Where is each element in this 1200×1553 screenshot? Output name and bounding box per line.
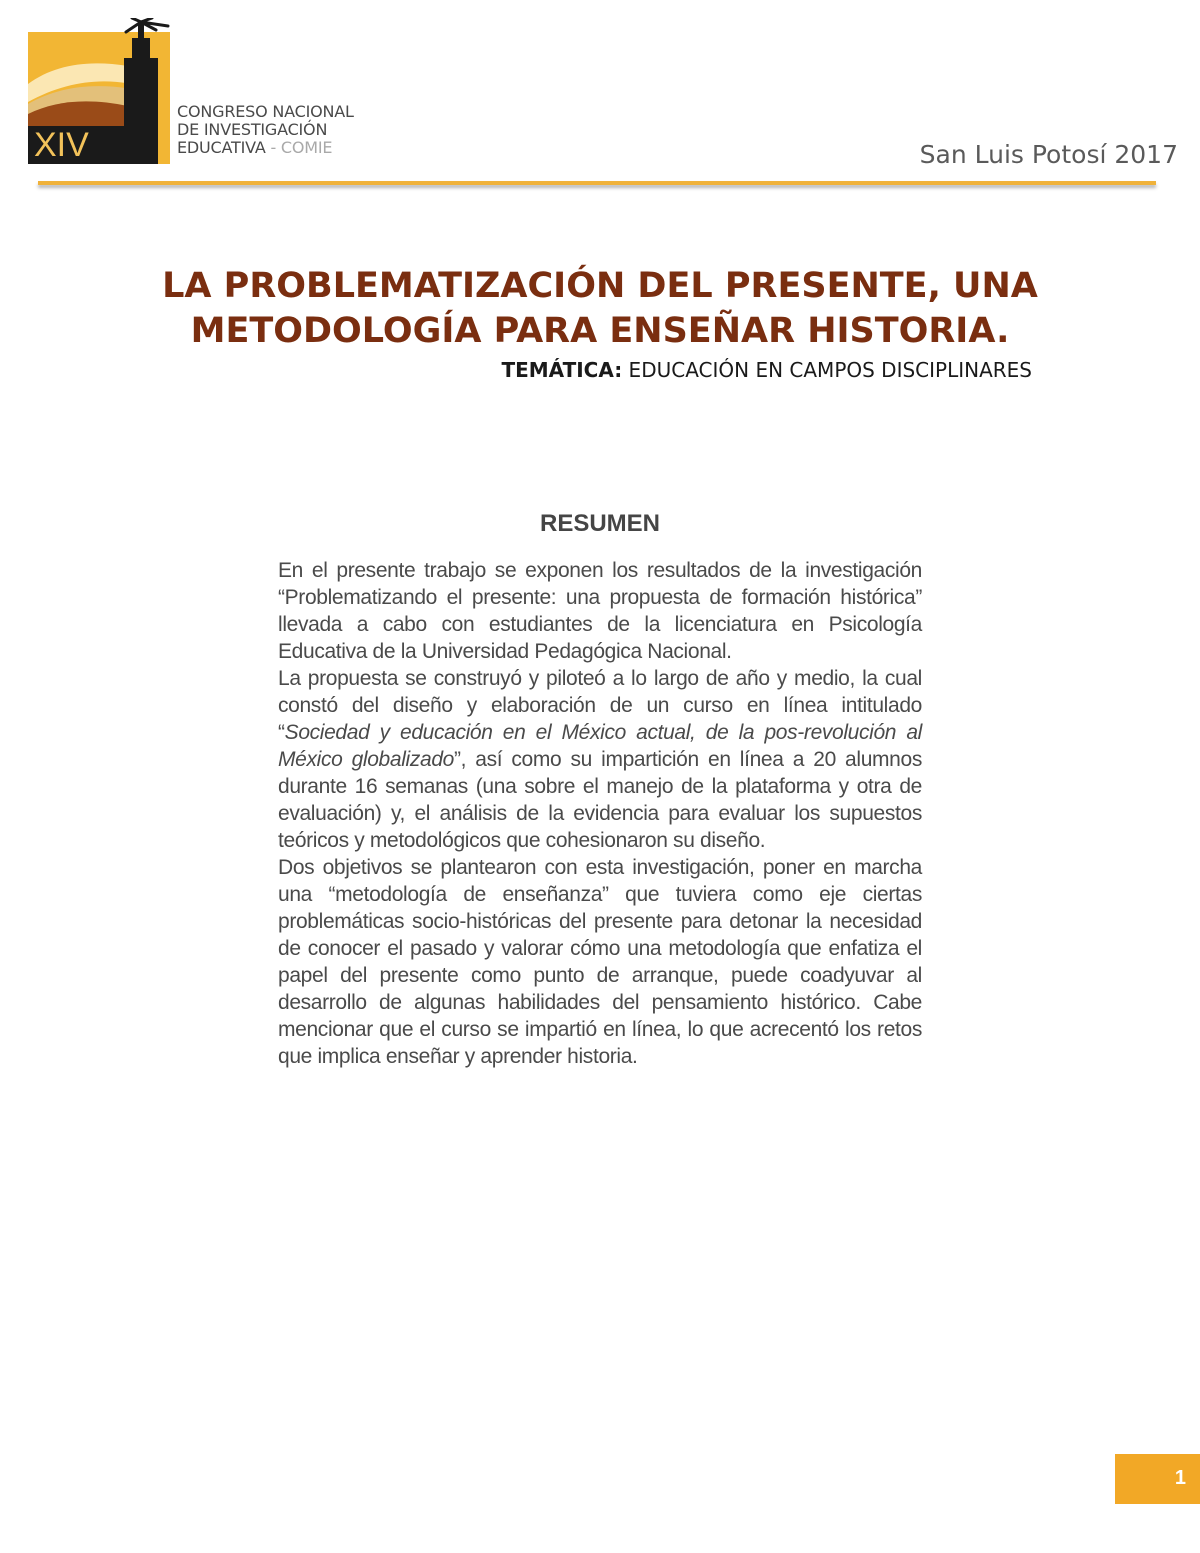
congress-acronym: - COMIE <box>265 138 333 157</box>
abstract-heading: RESUMEN <box>539 510 660 537</box>
congress-name-line-3 <box>177 139 354 157</box>
event-place-year: San Luis Potosí 2017 <box>919 140 1178 169</box>
abstract-paragraph-2-lead: La propuesta se construyó y piloteó a lo largo de año y medio, la cual constó del diseño y elaboración de un curso en línea intitulado “ <box>278 667 922 744</box>
page-number-badge <box>1115 1454 1200 1504</box>
abstract-paragraph-3: Dos objetivos se plantearon con esta investigación, poner en marcha una “metodología de enseñanza” que tuviera como eje ciertas problemáticas socio-históricas del presente para detonar la necesidad de conocer el pasado y valorar cómo una metodología que enfatiza el papel del presente como punto de arranque, puede coadyuvar al desarrollo de algunas habilidades del pensamiento histórico. Cabe mencionar que el curso se impartió en línea, lo que acrecentó los retos que implica enseñar y aprender historia. <box>278 856 922 1068</box>
paper-title-line-1: LA PROBLEMATIZACIÓN DEL PRESENTE, UNA <box>162 266 1038 306</box>
congress-name-line-2: DE INVESTIGACIÓN <box>177 120 328 139</box>
congress-name-line-3-text: EDUCATIVA <box>177 138 266 157</box>
page-number: 1 <box>1174 1467 1186 1489</box>
header-divider <box>38 181 1156 185</box>
congress-name-line-1: CONGRESO NACIONAL <box>177 102 354 121</box>
paper-title-line-2: METODOLOGÍA PARA ENSEÑAR HISTORIA. <box>190 311 1010 351</box>
thematic-area <box>501 358 1032 382</box>
abstract-body <box>278 557 922 1070</box>
congress-logo <box>28 18 170 164</box>
abstract-paragraph-2-rest: ”, así como su impartición en línea a 20 alumnos durante 16 semanas (una sobre el manejo de la plataforma y otra de evaluación) y, el análisis de la evidencia para evaluar los supuestos teóricos y metodológicos que cohesionaron su diseño. <box>278 748 922 852</box>
course-title: Sociedad y educación en el México actual, de la pos-revolución al México globalizado <box>278 721 922 771</box>
logo-roman-numeral: XIV <box>34 126 89 164</box>
congress-name <box>177 103 354 157</box>
thematic-label: TEMÁTICA: <box>501 358 623 382</box>
abstract-paragraph-2 <box>278 665 922 854</box>
abstract-paragraph-1: En el presente trabajo se exponen los resultados de la investigación “Problematizando el presente: una propuesta de formación histórica” llevada a cabo con estudiantes de la licenciatura en Psicología Educativa de la Universidad Pedagógica Nacional. <box>278 559 922 663</box>
thematic-value: EDUCACIÓN EN CAMPOS DISCIPLINARES <box>622 358 1032 382</box>
paper-title <box>0 264 1200 354</box>
